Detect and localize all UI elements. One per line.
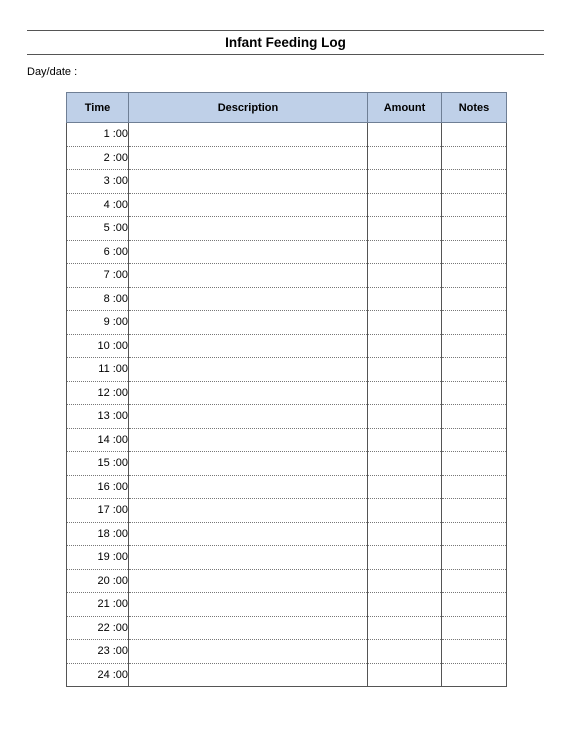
table-row <box>67 569 507 593</box>
notes-cell[interactable] <box>442 146 507 170</box>
description-cell[interactable] <box>129 663 368 687</box>
hour-label: 13 <box>97 410 110 423</box>
time-cell <box>67 452 129 476</box>
minutes-label: :00 <box>112 457 128 470</box>
column-header-time: Time <box>67 93 129 123</box>
feeding-log-table <box>66 92 507 687</box>
time-cell <box>67 663 129 687</box>
table-row <box>67 616 507 640</box>
minutes-label: :00 <box>112 245 128 258</box>
amount-cell[interactable] <box>368 287 442 311</box>
notes-cell[interactable] <box>442 616 507 640</box>
description-cell[interactable] <box>129 546 368 570</box>
hour-label: 12 <box>97 386 110 399</box>
table-row <box>67 334 507 358</box>
description-cell[interactable] <box>129 405 368 429</box>
notes-cell[interactable] <box>442 193 507 217</box>
notes-cell[interactable] <box>442 311 507 335</box>
time-cell <box>67 405 129 429</box>
minutes-label: :00 <box>112 316 128 329</box>
minutes-label: :00 <box>112 269 128 282</box>
description-cell[interactable] <box>129 170 368 194</box>
amount-cell[interactable] <box>368 593 442 617</box>
description-cell[interactable] <box>129 499 368 523</box>
hour-label: 23 <box>97 645 110 658</box>
minutes-label: :00 <box>112 363 128 376</box>
amount-cell[interactable] <box>368 616 442 640</box>
time-cell <box>67 358 129 382</box>
hour-label: 20 <box>97 574 110 587</box>
hour-label: 11 <box>98 363 110 376</box>
minutes-label: :00 <box>112 504 128 517</box>
amount-cell[interactable] <box>368 334 442 358</box>
amount-cell[interactable] <box>368 146 442 170</box>
minutes-label: :00 <box>112 574 128 587</box>
hour-label: 10 <box>97 339 110 352</box>
notes-cell[interactable] <box>442 405 507 429</box>
notes-cell[interactable] <box>442 264 507 288</box>
minutes-label: :00 <box>112 339 128 352</box>
table-row <box>67 546 507 570</box>
minutes-label: :00 <box>112 222 128 235</box>
minutes-label: :00 <box>112 175 128 188</box>
description-cell[interactable] <box>129 146 368 170</box>
description-cell[interactable] <box>129 264 368 288</box>
amount-cell[interactable] <box>368 405 442 429</box>
table-row <box>67 475 507 499</box>
log-rows <box>67 123 507 687</box>
table-row <box>67 170 507 194</box>
table-row <box>67 452 507 476</box>
description-cell[interactable] <box>129 475 368 499</box>
hour-label: 4 <box>103 198 110 211</box>
table-row <box>67 499 507 523</box>
hour-label: 15 <box>97 457 110 470</box>
time-cell <box>67 616 129 640</box>
hour-label: 1 <box>103 128 110 141</box>
hour-label: 6 <box>103 245 110 258</box>
amount-cell[interactable] <box>368 240 442 264</box>
minutes-label: :00 <box>112 151 128 164</box>
time-cell <box>67 193 129 217</box>
notes-cell[interactable] <box>442 334 507 358</box>
table-row <box>67 358 507 382</box>
table-row <box>67 381 507 405</box>
time-cell <box>67 287 129 311</box>
table-row <box>67 193 507 217</box>
minutes-label: :00 <box>112 386 128 399</box>
minutes-label: :00 <box>112 410 128 423</box>
time-cell <box>67 428 129 452</box>
description-cell[interactable] <box>129 452 368 476</box>
notes-cell[interactable] <box>442 452 507 476</box>
header-row <box>67 93 507 123</box>
notes-cell[interactable] <box>442 170 507 194</box>
time-cell <box>67 170 129 194</box>
table-row <box>67 287 507 311</box>
amount-cell[interactable] <box>368 546 442 570</box>
notes-cell[interactable] <box>442 499 507 523</box>
description-cell[interactable] <box>129 334 368 358</box>
table-row <box>67 264 507 288</box>
hour-label: 24 <box>97 668 110 681</box>
notes-cell[interactable] <box>442 663 507 687</box>
amount-cell[interactable] <box>368 569 442 593</box>
time-cell <box>67 264 129 288</box>
amount-cell[interactable] <box>368 428 442 452</box>
notes-cell[interactable] <box>442 569 507 593</box>
description-cell[interactable] <box>129 522 368 546</box>
hour-label: 8 <box>103 292 110 305</box>
notes-cell[interactable] <box>442 123 507 147</box>
time-cell <box>67 311 129 335</box>
time-cell <box>67 217 129 241</box>
hour-label: 17 <box>97 504 110 517</box>
amount-cell[interactable] <box>368 123 442 147</box>
description-cell[interactable] <box>129 123 368 147</box>
description-cell[interactable] <box>129 569 368 593</box>
notes-cell[interactable] <box>442 593 507 617</box>
hour-label: 5 <box>103 222 110 235</box>
description-cell[interactable] <box>129 616 368 640</box>
time-cell <box>67 569 129 593</box>
table-row <box>67 405 507 429</box>
hour-label: 3 <box>103 175 110 188</box>
description-cell[interactable] <box>129 217 368 241</box>
minutes-label: :00 <box>112 198 128 211</box>
time-cell <box>67 381 129 405</box>
column-header-description: Description <box>129 93 368 123</box>
hour-label: 9 <box>103 316 110 329</box>
time-cell <box>67 334 129 358</box>
description-cell[interactable] <box>129 428 368 452</box>
table-row <box>67 428 507 452</box>
amount-cell[interactable] <box>368 381 442 405</box>
notes-cell[interactable] <box>442 358 507 382</box>
minutes-label: :00 <box>112 551 128 564</box>
minutes-label: :00 <box>112 433 128 446</box>
description-cell[interactable] <box>129 287 368 311</box>
minutes-label: :00 <box>112 598 128 611</box>
time-cell <box>67 522 129 546</box>
amount-cell[interactable] <box>368 193 442 217</box>
amount-cell[interactable] <box>368 311 442 335</box>
amount-cell[interactable] <box>368 170 442 194</box>
notes-cell[interactable] <box>442 381 507 405</box>
table-row <box>67 240 507 264</box>
time-cell <box>67 640 129 664</box>
description-cell[interactable] <box>129 240 368 264</box>
table-row <box>67 663 507 687</box>
amount-cell[interactable] <box>368 663 442 687</box>
notes-cell[interactable] <box>442 640 507 664</box>
notes-cell[interactable] <box>442 522 507 546</box>
amount-cell[interactable] <box>368 499 442 523</box>
amount-cell[interactable] <box>368 452 442 476</box>
hour-label: 21 <box>97 598 110 611</box>
amount-cell[interactable] <box>368 264 442 288</box>
hour-label: 2 <box>103 151 110 164</box>
time-cell <box>67 546 129 570</box>
hour-label: 19 <box>97 551 110 564</box>
table-row <box>67 217 507 241</box>
amount-cell[interactable] <box>368 358 442 382</box>
minutes-label: :00 <box>112 527 128 540</box>
minutes-label: :00 <box>112 292 128 305</box>
description-cell[interactable] <box>129 193 368 217</box>
amount-cell[interactable] <box>368 475 442 499</box>
notes-cell[interactable] <box>442 217 507 241</box>
amount-cell[interactable] <box>368 217 442 241</box>
description-cell[interactable] <box>129 640 368 664</box>
description-cell[interactable] <box>129 311 368 335</box>
time-cell <box>67 593 129 617</box>
table-row <box>67 640 507 664</box>
description-cell[interactable] <box>129 381 368 405</box>
hour-label: 14 <box>97 433 110 446</box>
page-title: Infant Feeding Log <box>27 30 544 55</box>
table-row <box>67 311 507 335</box>
minutes-label: :00 <box>112 621 128 634</box>
description-cell[interactable] <box>129 358 368 382</box>
minutes-label: :00 <box>112 128 128 141</box>
minutes-label: :00 <box>112 668 128 681</box>
column-header-amount: Amount <box>368 93 442 123</box>
minutes-label: :00 <box>112 480 128 493</box>
hour-label: 7 <box>103 269 110 282</box>
notes-cell[interactable] <box>442 475 507 499</box>
table-row <box>67 123 507 147</box>
amount-cell[interactable] <box>368 640 442 664</box>
notes-cell[interactable] <box>442 428 507 452</box>
hour-label: 22 <box>97 621 110 634</box>
minutes-label: :00 <box>112 645 128 658</box>
notes-cell[interactable] <box>442 240 507 264</box>
time-cell <box>67 123 129 147</box>
time-cell <box>67 146 129 170</box>
notes-cell[interactable] <box>442 546 507 570</box>
day-date-label: Day/date : <box>27 66 78 78</box>
table-row <box>67 146 507 170</box>
time-cell <box>67 499 129 523</box>
table-row <box>67 593 507 617</box>
hour-label: 16 <box>97 480 110 493</box>
description-cell[interactable] <box>129 593 368 617</box>
hour-label: 18 <box>97 527 110 540</box>
table-row <box>67 522 507 546</box>
time-cell <box>67 475 129 499</box>
column-header-notes: Notes <box>442 93 507 123</box>
time-cell <box>67 240 129 264</box>
notes-cell[interactable] <box>442 287 507 311</box>
amount-cell[interactable] <box>368 522 442 546</box>
